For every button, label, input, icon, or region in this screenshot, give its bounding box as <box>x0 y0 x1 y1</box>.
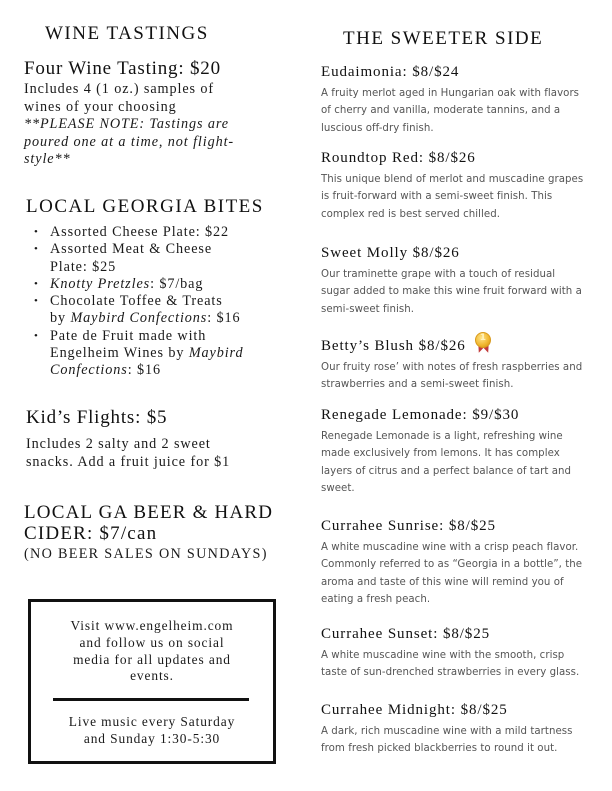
wine-entry <box>321 702 606 758</box>
description-line: aroma and taste of this wine will remind you of <box>321 576 564 588</box>
description-line: layers of citrus and a perfect balance of tart and <box>321 465 572 477</box>
brand-name: Confections <box>50 362 128 379</box>
bullet-icon: • <box>34 243 39 256</box>
brand-name: Maybird <box>188 345 244 362</box>
description-line: from fresh picked blackberries to round it out. <box>321 743 558 755</box>
info-line: Visit www.engelheim.com <box>70 618 234 633</box>
description-line: wines of your choosing <box>24 98 177 115</box>
gold-medal-icon <box>474 332 492 354</box>
description-line: A dark, rich muscadine wine with a mild tartness <box>321 726 573 737</box>
item-text: Pate de Fruit made with <box>50 327 207 344</box>
wine-name: Currahee Midnight: $8/$25 <box>321 702 508 718</box>
description-line: Our fruity rose’ with notes of fresh raspberries and <box>321 362 583 373</box>
kids-flights-description <box>26 436 296 471</box>
sweeter-side-heading: THE SWEETER SIDE <box>343 28 544 49</box>
item-text: by <box>50 310 71 327</box>
info-line: and follow us on social <box>79 634 225 650</box>
georgia-bites-list <box>28 224 298 380</box>
info-line: Live music every Saturday <box>68 714 236 729</box>
bullet-icon: • <box>34 329 39 342</box>
tasting-note-line: poured one at a time, not flight- <box>24 133 235 150</box>
description-line: sweet. <box>321 482 355 494</box>
description-line: strawberries and a semi-sweet finish. <box>321 379 514 391</box>
description-line: made exclusively from lemons. It has complex <box>321 448 560 460</box>
visit-website-text <box>31 618 273 685</box>
info-box <box>28 599 276 764</box>
description-line: Commonly referred to as “Georgia in a bottle”, the <box>321 559 583 571</box>
wine-name: Sweet Molly $8/$26 <box>321 245 460 261</box>
list-item <box>28 224 298 241</box>
list-item <box>28 276 298 293</box>
description-line: Includes 4 (1 oz.) samples of <box>24 81 214 97</box>
description-line: is fruit-forward with a semi-sweet finish. This <box>321 191 553 203</box>
tasting-note-line: style** <box>24 151 71 167</box>
description-line: A fruity merlot aged in Hungarian oak with flavors <box>321 88 580 99</box>
description-line: Includes 2 salty and 2 sweet <box>26 436 211 452</box>
four-wine-tasting-title: Four Wine Tasting: $20 <box>24 58 221 79</box>
wine-description <box>321 171 606 223</box>
wine-description <box>321 723 606 758</box>
item-text: Assorted Cheese Plate: $22 <box>50 224 230 240</box>
description-line: snacks. Add a fruit juice for $1 <box>26 453 231 470</box>
description-line: A white muscadine wine with a crisp peach flavor. <box>321 542 579 553</box>
bullet-icon: • <box>34 295 39 308</box>
wine-description <box>321 359 606 394</box>
wine-entry <box>321 518 611 608</box>
item-price: : $16 <box>207 310 241 327</box>
description-line: semi-sweet finish. <box>321 303 415 315</box>
description-line: This unique blend of merlot and muscadine grapes <box>321 174 584 185</box>
info-line: and Sunday 1:30-5:30 <box>83 730 221 746</box>
bullet-icon: • <box>34 226 39 238</box>
wine-entry <box>321 407 606 497</box>
bullet-icon: • <box>34 277 39 290</box>
beer-sales-note: (NO BEER SALES ON SUNDAYS) <box>24 546 268 562</box>
description-line: Our traminette grape with a touch of residual <box>321 269 556 280</box>
wine-description <box>321 85 606 137</box>
item-text: Engelheim Wines by <box>50 345 189 362</box>
beer-cider-title: LOCAL GA BEER & HARD <box>24 502 274 523</box>
item-text: Chocolate Toffee & Treats <box>50 293 223 310</box>
brand-name: Knotty Pretzles <box>50 275 151 292</box>
item-price: : $16 <box>127 362 161 379</box>
wine-description <box>321 647 606 682</box>
wine-entry <box>321 64 606 137</box>
description-line: Renegade Lemonade is a light, refreshing wine <box>321 431 563 442</box>
item-text: Assorted Meat & Cheese <box>50 241 213 258</box>
wine-tastings-heading: WINE TASTINGS <box>45 23 209 44</box>
wine-name-row <box>321 332 606 355</box>
description-line: A white muscadine wine with the smooth, crisp <box>321 650 565 661</box>
four-wine-tasting-description <box>24 81 294 169</box>
wine-name: Currahee Sunrise: $8/$25 <box>321 518 496 534</box>
wine-name: Eudaimonia: $8/$24 <box>321 64 460 80</box>
live-music-text <box>31 714 273 748</box>
description-line: complex red is best served chilled. <box>321 208 501 220</box>
wine-name: Currahee Sunset: $8/$25 <box>321 626 491 642</box>
wine-description <box>321 428 606 497</box>
wine-description <box>321 539 611 608</box>
list-item <box>28 328 298 380</box>
kids-flights-title: Kid’s Flights: $5 <box>26 407 168 428</box>
box-divider <box>53 698 249 701</box>
wine-entry <box>321 332 606 394</box>
item-text: Plate: $25 <box>50 258 117 275</box>
list-item <box>28 293 298 328</box>
wine-entry <box>321 626 606 682</box>
local-georgia-bites-heading: LOCAL GEORGIA BITES <box>26 196 264 217</box>
wine-name: Betty’s Blush $8/$26 <box>321 338 466 354</box>
wine-entry <box>321 150 606 223</box>
wine-name: Renegade Lemonade: $9/$30 <box>321 407 520 423</box>
item-price: : $7/bag <box>150 275 204 292</box>
wine-name: Roundtop Red: $8/$26 <box>321 150 476 166</box>
description-line: eating a fresh peach. <box>321 593 431 605</box>
brand-name: Maybird Confections <box>70 310 208 327</box>
description-line: of cherry and vanilla, moderate tannins, and a <box>321 105 561 117</box>
description-line: taste of sun-drenched strawberries in every glass. <box>321 667 580 679</box>
description-line: luscious off-dry finish. <box>321 122 434 134</box>
beer-cider-price: CIDER: $7/can <box>24 523 158 544</box>
wine-description <box>321 266 606 318</box>
tasting-note-line: **PLEASE NOTE: Tastings are <box>24 116 229 132</box>
list-item <box>28 241 298 276</box>
description-line: sugar added to make this wine fruit forward with a <box>321 286 582 298</box>
beer-cider-section <box>24 502 304 564</box>
info-line: events. <box>130 668 174 684</box>
info-line: media for all updates and <box>73 651 231 667</box>
wine-entry <box>321 245 606 318</box>
medal-number: 1 <box>479 333 487 343</box>
